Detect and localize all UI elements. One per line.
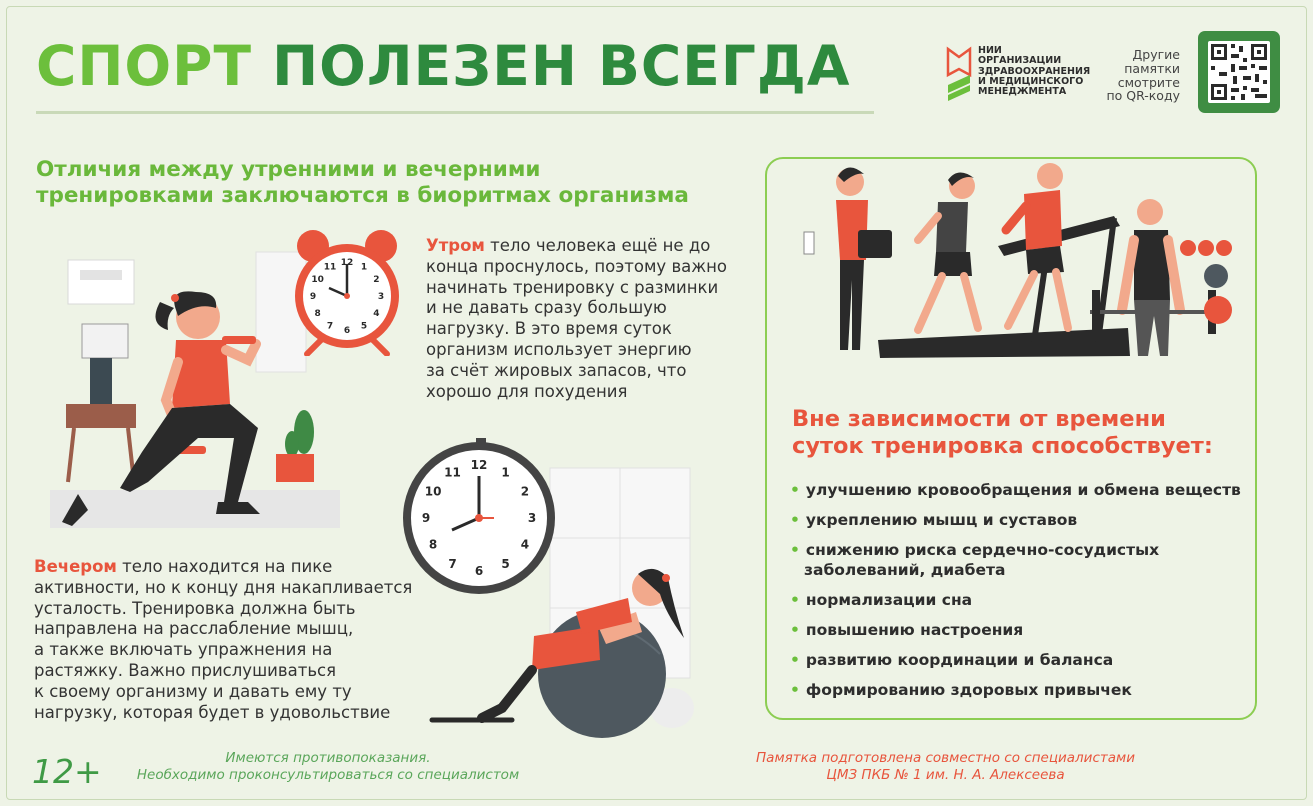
evening-line: усталость. Тренировка должна быть <box>34 598 356 618</box>
title-part1: СПОРТ <box>36 34 252 98</box>
clock-numeral: 3 <box>527 511 537 526</box>
clock-numeral: 10 <box>424 484 442 499</box>
credit-line: Памятка подготовлена совместно со специалистами <box>756 750 1135 766</box>
contraindications-note <box>118 750 538 784</box>
warning-line: Имеются противопоказания. <box>225 750 431 766</box>
qr-caption-line: по QR-коду <box>1106 88 1180 104</box>
evening-line: нагрузку, которая будет в удовольствие <box>34 702 391 722</box>
morning-paragraph <box>426 236 727 402</box>
clock-numeral: 6 <box>343 326 351 337</box>
qr-code[interactable] <box>1198 31 1280 113</box>
benefits-title-line: Вне зависимости от времени <box>792 406 1166 432</box>
clock-numeral: 12 <box>470 458 488 473</box>
morning-line: организм использует энергию <box>426 339 692 359</box>
clock-numeral: 3 <box>377 292 385 303</box>
evening-line: к своему организму и давать ему ту <box>34 681 352 701</box>
morning-line: хорошо для похудения <box>426 381 628 401</box>
gym-illustration <box>798 160 1244 360</box>
benefit-item-continued: заболеваний, диабета <box>804 561 1006 579</box>
clock-numeral: 11 <box>444 465 461 480</box>
evening-paragraph <box>34 557 412 723</box>
qr-caption <box>1094 48 1180 103</box>
qr-caption-line: Другие <box>1132 47 1180 62</box>
credit-line: ЦМЗ ПКБ № 1 им. Н. А. Алексеева <box>826 767 1065 783</box>
clock-numeral: 4 <box>373 309 380 320</box>
clock-numeral: 12 <box>340 258 354 269</box>
bullet-icon: • <box>790 651 800 669</box>
warning-line: Необходимо проконсультироваться со специалистом <box>136 767 520 783</box>
evening-line: растяжку. Важно прислушиваться <box>34 660 337 680</box>
evening-workout-illustration <box>402 438 702 738</box>
morning-line: конца проснулось, поэтому важно <box>426 256 728 276</box>
morning-line: и не давать сразу большую <box>426 298 667 318</box>
qr-caption-line: смотрите <box>1117 74 1180 90</box>
clock-numeral: 10 <box>311 275 324 286</box>
org-name <box>978 45 1091 98</box>
benefit-item: • снижению риска сердечно-сосудистых <box>790 541 1160 559</box>
benefit-item: • нормализации сна <box>790 591 973 609</box>
benefit-item: • формированию здоровых привычек <box>790 681 1132 699</box>
morning-first-line: тело человека ещё не до <box>484 236 711 255</box>
qr-code-icon <box>1198 31 1280 113</box>
clock-numeral: 11 <box>323 262 337 273</box>
benefit-item: • развитию координации и баланса <box>790 651 1114 669</box>
org-line: МЕНЕДЖМЕНТА <box>978 86 1067 98</box>
evening-line: а также включать упражнения на <box>34 640 333 660</box>
bullet-icon: • <box>790 621 800 639</box>
section-subtitle <box>36 157 689 209</box>
morning-line: нагрузку. В это время суток <box>426 319 672 339</box>
credit-note <box>738 750 1153 784</box>
evening-line: направлена на расслабление мышц, <box>34 619 354 639</box>
benefits-title <box>792 406 1213 460</box>
qr-caption-line: памятки <box>1124 60 1180 76</box>
clock-numeral: 1 <box>501 465 510 480</box>
org-logo-icon <box>946 45 972 103</box>
clock-numeral: 7 <box>326 321 334 332</box>
clock-numeral: 6 <box>474 564 484 579</box>
benefit-item: • улучшению кровообращения и обмена веществ <box>790 481 1241 499</box>
clock-numeral: 5 <box>360 321 368 332</box>
org-line: ОРГАНИЗАЦИИ <box>978 55 1062 67</box>
bullet-icon: • <box>790 541 800 559</box>
clock-numeral: 9 <box>309 292 317 303</box>
clock-numeral: 8 <box>314 309 321 320</box>
bullet-icon: • <box>790 591 800 609</box>
evening-label: Вечером <box>34 557 117 576</box>
clock-numeral: 9 <box>421 511 431 526</box>
clock-numeral: 8 <box>428 537 438 552</box>
bullet-icon: • <box>790 511 800 529</box>
subtitle-line: Отличия между утренними и вечерними <box>36 157 541 182</box>
org-line: ЗДРАВООХРАНЕНИЯ <box>978 65 1091 77</box>
benefits-list <box>790 480 1241 700</box>
age-rating: 12+ <box>32 752 102 791</box>
org-line: И МЕДИЦИНСКОГО <box>978 75 1084 87</box>
alarm-clock-illustration <box>291 222 403 356</box>
benefits-title-line: суток тренировка способствует: <box>792 433 1213 459</box>
morning-line: начинать тренировку с разминки <box>426 277 719 297</box>
clock-numeral: 5 <box>501 557 510 572</box>
clock-numeral: 4 <box>520 537 530 552</box>
evening-first-line: тело находится на пике <box>116 557 333 576</box>
morning-line: за счёт жировых запасов, что <box>426 360 687 380</box>
benefit-item: • повышению настроения <box>790 621 1024 639</box>
page-title <box>36 34 850 98</box>
clock-numeral: 7 <box>448 557 457 572</box>
subtitle-line: тренировками заключаются в биоритмах организма <box>36 183 689 208</box>
title-underline <box>36 111 874 114</box>
clock-numeral: 2 <box>373 275 380 286</box>
clock-numeral: 1 <box>360 262 368 273</box>
clock-numeral: 2 <box>520 484 530 499</box>
evening-line: активности, но к концу дня накапливается <box>34 577 413 597</box>
bullet-icon: • <box>790 681 800 699</box>
org-line: НИИ <box>978 45 1002 56</box>
bullet-icon: • <box>790 481 800 499</box>
morning-label: Утром <box>426 236 485 255</box>
title-part2: ПОЛЕЗЕН ВСЕГДА <box>272 34 851 98</box>
benefit-item: • укреплению мышц и суставов <box>790 511 1078 529</box>
